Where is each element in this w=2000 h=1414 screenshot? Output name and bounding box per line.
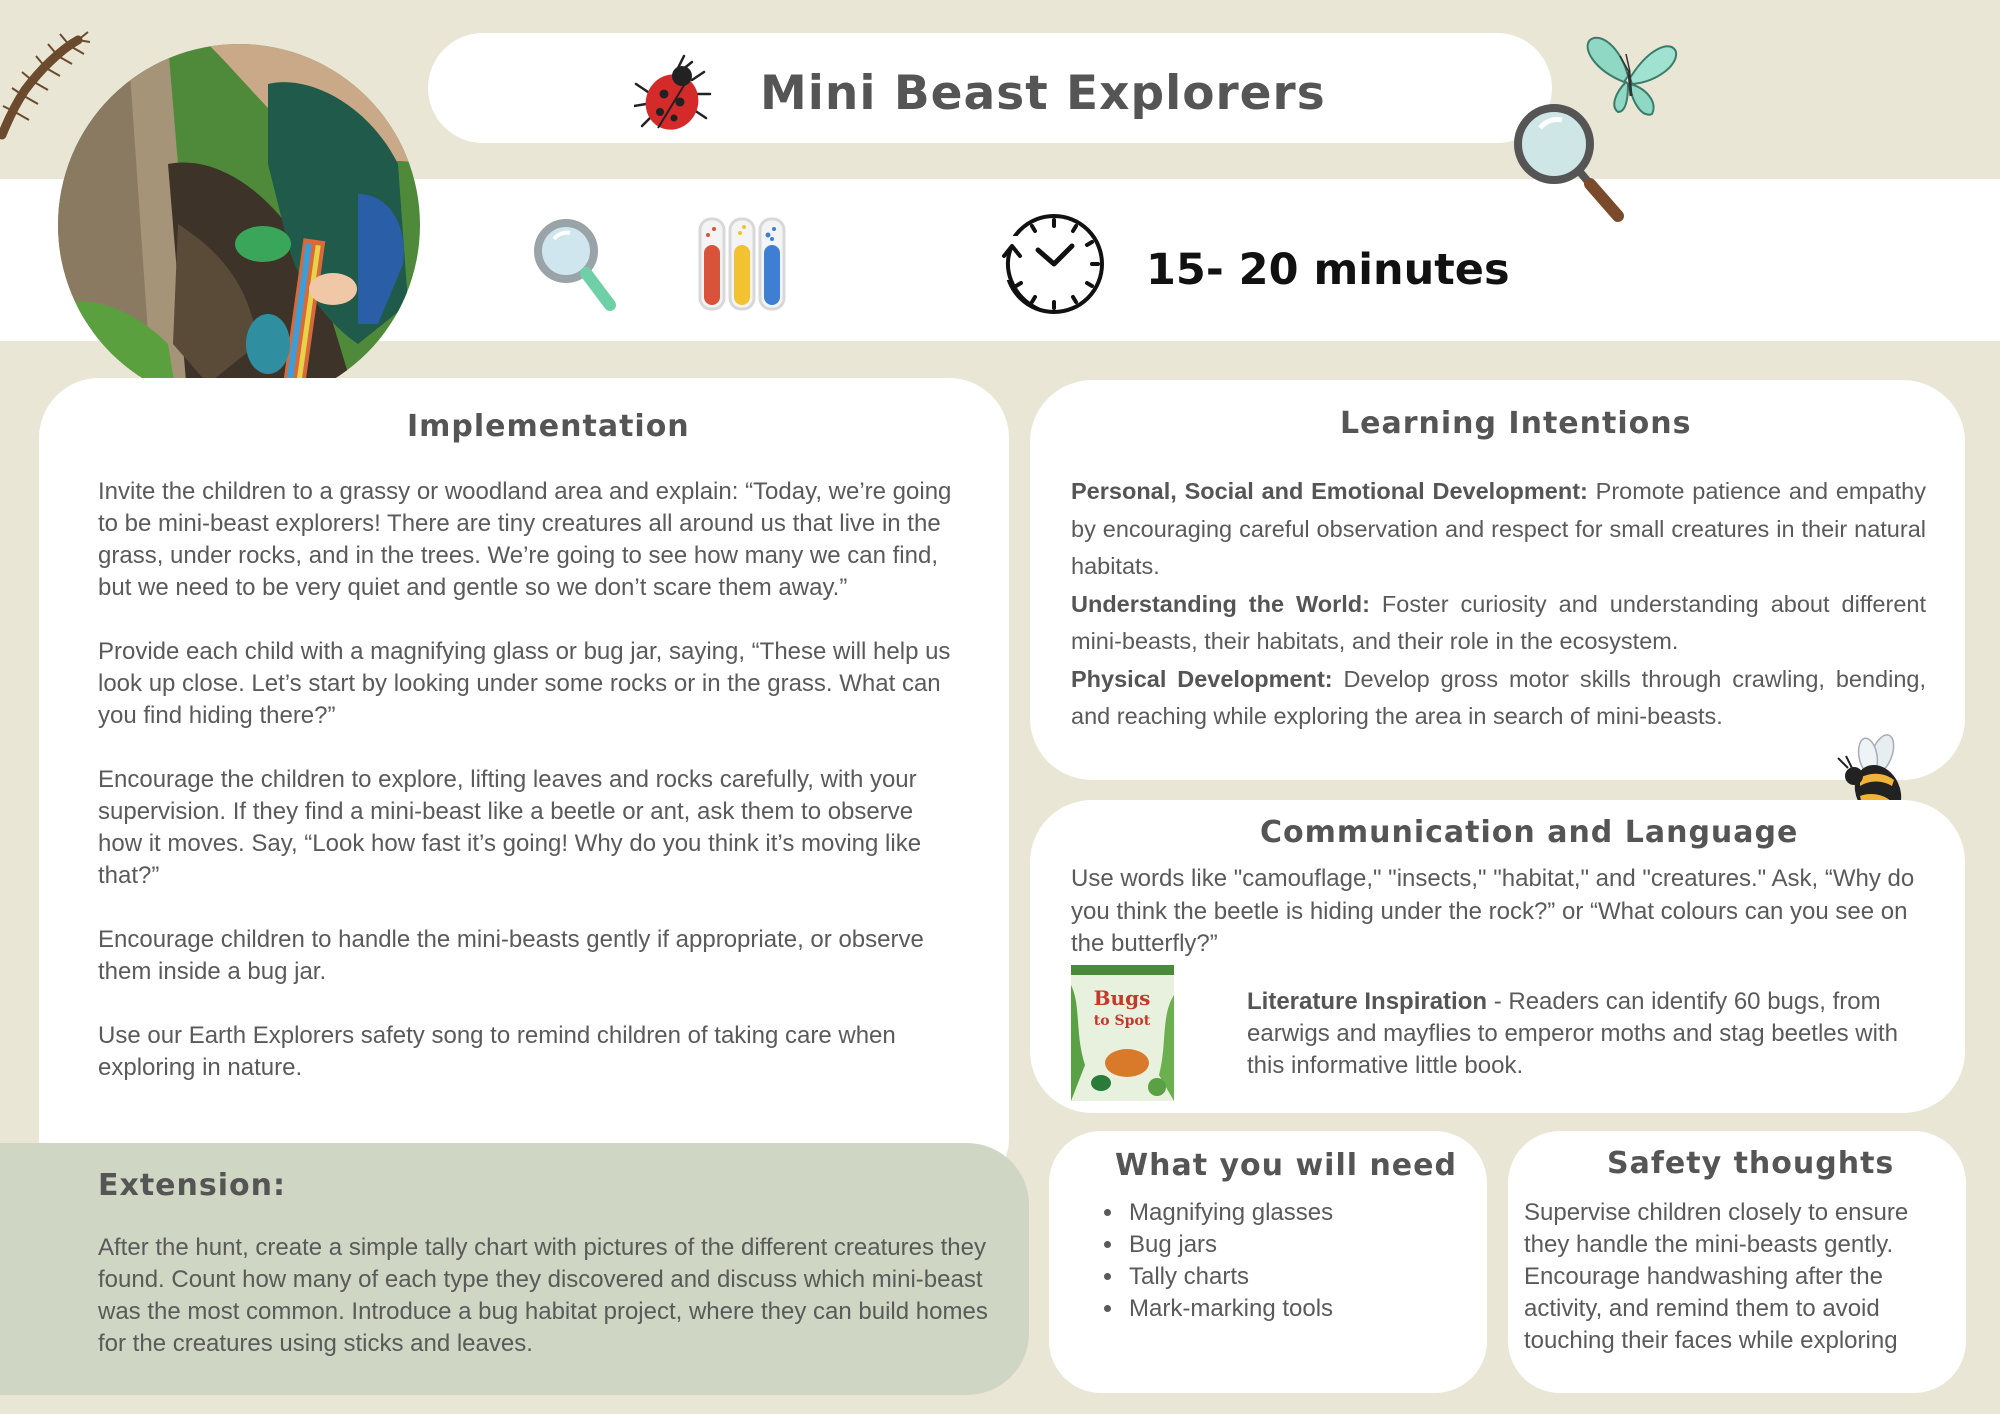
implementation-text (98, 476, 958, 1116)
learning-intention-description: Develop gross motor skills through crawling, bending, and reaching while exploring the area in search of mini-beasts. (1071, 665, 1927, 729)
learning-intention-item (1071, 473, 1926, 586)
learning-intention-description: Promote patience and empathy by encouraging careful observation and respect for small creatures in their natural habitats. (1071, 478, 1926, 579)
safety-thoughts-heading: Safety thoughts (1607, 1146, 1895, 1181)
page-title: Mini Beast Explorers (760, 66, 1326, 121)
book-subtitle: to Spot (1093, 1013, 1151, 1029)
learning-intention-label: Personal, Social and Emotional Development: (1071, 478, 1588, 504)
extension-heading: Extension: (98, 1168, 286, 1203)
list-item: • Tally charts (1125, 1261, 1333, 1293)
list-item: • Bug jars (1125, 1229, 1333, 1261)
test-tubes-icon (694, 215, 790, 315)
what-you-will-need-heading: What you will need (1115, 1148, 1457, 1183)
magnifying-glass-icon (532, 217, 618, 313)
centipede-icon (0, 30, 90, 140)
literature-label: Literature Inspiration (1247, 988, 1488, 1015)
list-item: • Magnifying glasses (1125, 1197, 1333, 1229)
communication-language-heading: Communication and Language (1260, 815, 1799, 850)
learning-intention-item (1071, 661, 1926, 736)
literature-description: - Readers can identify 60 bugs, from earwigs and mayflies to emperor moths and stag beetles with this informative little book. (1247, 988, 1898, 1079)
literature-inspiration (1247, 986, 1907, 1082)
implementation-paragraph: Invite the children to a grassy or woodland area and explain: “Today, we’re going to be mini-beast explorers! There are tiny creatures all around us that live in the grass, under rocks, and in the trees. We’re going to see how many we can find, but we need to be very quiet and gentle so we don’t scare them away.” (98, 478, 952, 601)
implementation-paragraph: Provide each child with a magnifying glass or bug jar, saying, “These will help us look up close. Let’s start by looking under some rocks or in the grass. What can you find hiding there?” (98, 638, 951, 729)
communication-language-text: Use words like "camouflage," "insects," "habitat," and "creatures." Ask, “Why do you think the beetle is hiding under the rock?” or “What colours can you see on the butterfly?” (1071, 865, 1915, 957)
magnifying-glass-icon (1510, 98, 1630, 224)
learning-intention-label: Understanding the World: (1071, 590, 1370, 617)
list-item: • Mark-marking tools (1125, 1293, 1333, 1325)
learning-intentions-heading: Learning Intentions (1340, 406, 1692, 441)
extension-text: After the hunt, create a simple tally chart with pictures of the different creatures they found. Count how many of each type they discovered and discuss which mini-beast was the most common. Introduce a bug habitat project, where they can build homes for the creatures using sticks and leaves. (98, 1234, 988, 1357)
book-title: Bugs (1093, 986, 1151, 1010)
activity-duration: 15- 20 minutes (1146, 245, 1510, 295)
children-exploring-photo (58, 44, 420, 406)
implementation-paragraph: Encourage the children to explore, lifting leaves and rocks carefully, with your supervision. If they find a mini-beast like a beetle or ant, ask them to observe how it moves. Say, “Look how fast it’s going! Why do you think it’s moving like that?” (98, 766, 922, 889)
learning-intention-label: Physical Development: (1071, 665, 1333, 692)
safety-thoughts-text: Supervise children closely to ensure they handle the mini-beasts gently. Encourage handwashing after the activity, and remind them to avoid touching their faces while exploring (1524, 1199, 1909, 1354)
learning-intentions-text (1071, 473, 1926, 736)
materials-list (1093, 1197, 1333, 1325)
ladybird-icon (634, 54, 712, 136)
implementation-heading: Implementation (407, 409, 690, 444)
implementation-paragraph: Encourage children to handle the mini-beasts gently if appropriate, or observe them inside a bug jar. (98, 926, 924, 985)
learning-intention-description: Foster curiosity and understanding about different mini-beasts, their habitats, and their role in the ecosystem. (1071, 590, 1926, 654)
implementation-paragraph: Use our Earth Explorers safety song to remind children of taking care when exploring in nature. (98, 1022, 896, 1081)
learning-intention-item (1071, 586, 1926, 661)
book-cover-image (1071, 965, 1174, 1101)
clock-icon (988, 210, 1108, 320)
